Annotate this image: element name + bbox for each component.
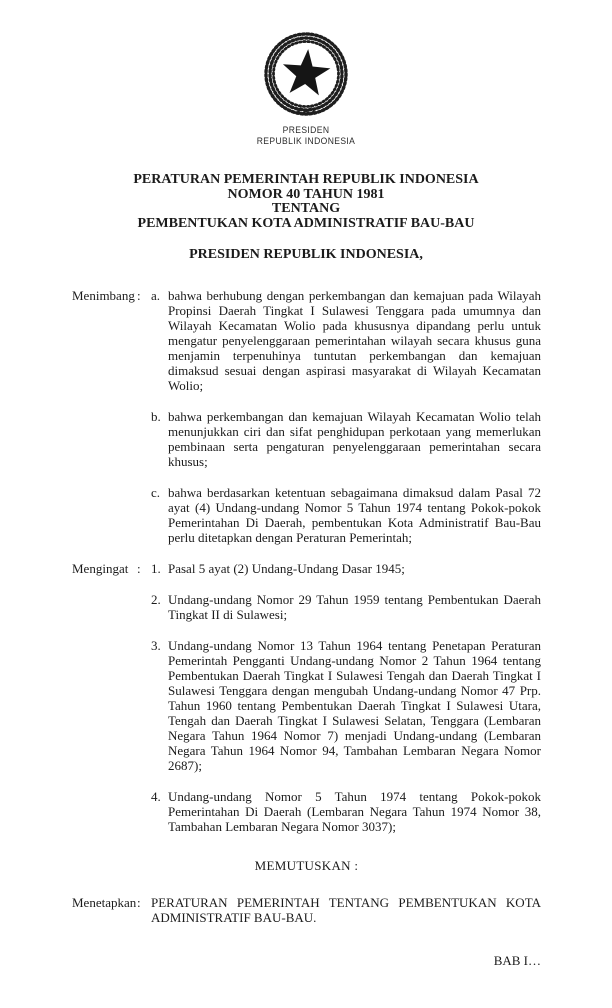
item-marker: 1. [151, 561, 161, 577]
section-menetapkan [72, 895, 541, 925]
item-text: Pasal 5 ayat (2) Undang-Undang Dasar 1945; [168, 561, 405, 577]
document-body [72, 288, 541, 968]
clause-separator: : [137, 895, 141, 911]
title-line-tentang: TENTANG [271, 201, 341, 217]
list-item [151, 561, 541, 576]
clause-label: Menetapkan [72, 895, 137, 911]
item-marker: c. [151, 485, 161, 501]
decision-heading: MEMUTUSKAN : [254, 858, 359, 874]
title-line-number: NOMOR 40 TAHUN 1981 [227, 186, 385, 202]
enactment-text: PERATURAN PEMERINTAH TENTANG PEMBENTUKAN KOTA ADMINISTRATIF BAU-BAU. [151, 895, 541, 926]
item-text: Undang-undang Nomor 29 Tahun 1959 tentang Pembentukan Daerah Tingkat II di Sulawesi; [168, 592, 541, 623]
list-item [151, 288, 541, 393]
list-item [151, 592, 541, 622]
letterhead-presiden: PRESIDEN [282, 125, 330, 135]
section-mengingat [72, 561, 541, 834]
list-item [151, 638, 541, 773]
document-title [0, 173, 612, 231]
opening-heading: PRESIDEN REPUBLIK INDONESIA, [189, 247, 423, 263]
item-marker: 2. [151, 592, 161, 608]
clause-label: Menimbang [72, 288, 135, 304]
section-menimbang [72, 288, 541, 545]
item-text: bahwa perkembangan dan kemajuan Wilayah Kecamatan Wolio telah menunjukkan ciri dan sifat penghidupan perkotaan yang memerlukan pembinaan serta pengaturan penyelenggaraan pemerintahan secara khusus; [168, 409, 541, 470]
letterhead-republik-indonesia: REPUBLIK INDONESIA [256, 136, 356, 146]
item-marker: 3. [151, 638, 161, 654]
title-line-regulation: PERATURAN PEMERINTAH REPUBLIK INDONESIA [133, 172, 479, 187]
item-marker: b. [151, 409, 161, 425]
clause-separator: : [137, 288, 141, 304]
item-marker: 4. [151, 789, 161, 805]
clause-label: Mengingat [72, 561, 129, 577]
item-text: Undang-undang Nomor 13 Tahun 1964 tentang Penetapan Peraturan Pemerintah Pengganti Undang-undang Nomor 2 Tahun 1964 tentang Pembentukan Daerah Tingkat I Sulawesi Tengah dan Daerah Tingkat I Sulawesi Tenggara dengan mengubah Undang-undang Nomor 47 Prp. Tahun 1960 tentang Pembentukan Daerah Tingkat I Sulawesi Utara, Tengah dan Daerah Tingkat I Sulawesi Selatan, Tenggara (Lembaran Negara Tahun 1964 Nomor 7) menjadi Undang-undang (Lembaran Negara Tahun 1964 Nomor 94, Tambahan Lembaran Negara Nomor 2687); [168, 638, 541, 774]
list-item [151, 789, 541, 834]
star-wreath-emblem-icon [260, 32, 352, 120]
item-text: bahwa berdasarkan ketentuan sebagaimana dimaksud dalam Pasal 72 ayat (4) Undang-undang Nomor 5 Tahun 1974 tentang Pokok-pokok Pemerintahan Di Daerah, pembentukan Kota Administratif Bau-Bau perlu ditetapkan dengan Peraturan Pemerintah; [168, 485, 541, 546]
item-text: Undang-undang Nomor 5 Tahun 1974 tentang Pokok-pokok Pemerintahan Di Daerah (Lembaran Negara Tahun 1974 Nomor 38, Tambahan Lembaran Negara Nomor 3037); [168, 789, 541, 835]
item-text: bahwa berhubung dengan perkembangan dan kemajuan pada Wilayah Propinsi Daerah Tingkat I Sulawesi Tenggara pada umumnya dan Wilayah Kecamatan Wolio pada khususnya dipandang perlu untuk mengatur penyelenggaraan pemerintahan wilayah secara khusus guna menjamin terpenuhinya tuntutan perkembangan dan kemajuan dimaksud sesuai dengan aspirasi masyarakat di Wilayah Kecamatan Wolio; [168, 288, 541, 394]
letterhead [0, 0, 612, 147]
catchword-bab-i: BAB I… [493, 953, 541, 969]
clause-separator: : [137, 561, 141, 577]
list-item [151, 485, 541, 545]
item-marker: a. [151, 288, 161, 304]
list-item [151, 409, 541, 469]
title-line-subject: PEMBENTUKAN KOTA ADMINISTRATIF BAU-BAU [137, 215, 475, 231]
